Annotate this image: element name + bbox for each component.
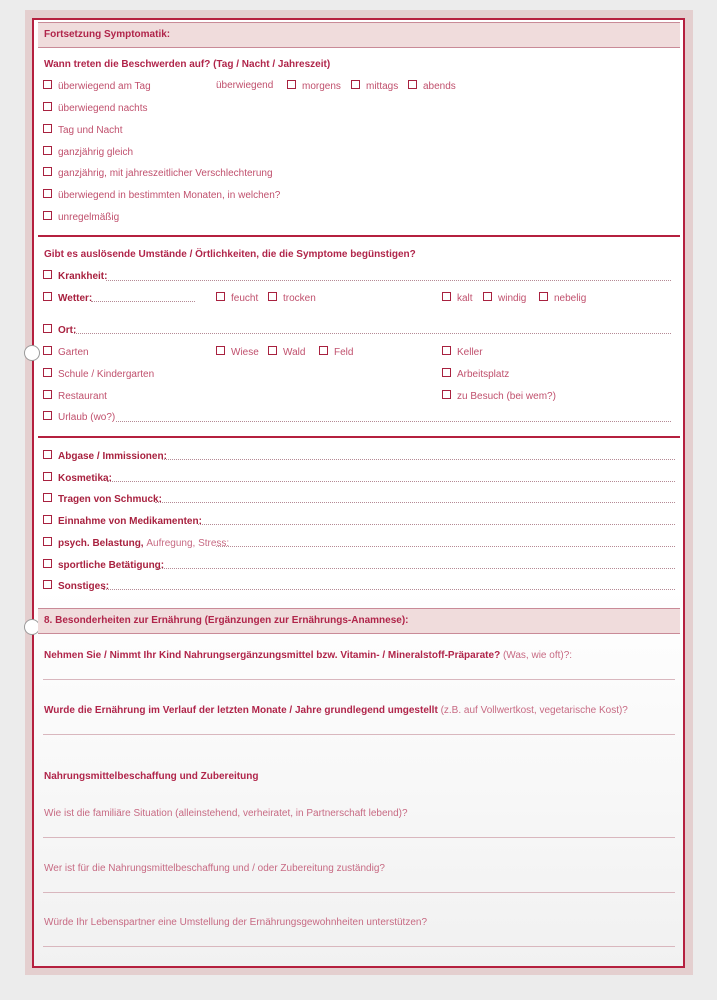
checkbox[interactable] <box>216 346 225 355</box>
checkbox[interactable] <box>43 124 52 133</box>
answer-line[interactable] <box>198 524 675 525</box>
checkbox[interactable] <box>43 146 52 155</box>
checkbox-option[interactable]: unregelmäßig <box>43 211 119 223</box>
checkbox-option[interactable]: Tragen von Schmuck: <box>43 493 162 505</box>
checkbox-option[interactable]: überwiegend nachts <box>43 102 148 114</box>
answer-line[interactable] <box>91 301 195 302</box>
checkbox[interactable] <box>216 292 225 301</box>
checkbox-option[interactable]: Tag und Nacht <box>43 124 123 136</box>
checkbox-option[interactable]: überwiegend in bestimmten Monaten, in welchen? <box>43 189 280 201</box>
answer-line[interactable] <box>74 333 671 334</box>
answer-line[interactable] <box>107 481 675 482</box>
checkbox[interactable] <box>43 102 52 111</box>
checkbox[interactable] <box>351 80 360 89</box>
section-divider <box>38 235 680 237</box>
checkbox[interactable] <box>43 411 52 420</box>
checkbox-option[interactable]: Keller <box>442 346 483 358</box>
checkbox[interactable] <box>43 515 52 524</box>
question-diet-change: Wurde die Ernährung im Verlauf der letzten Monate / Jahre grundlegend umgestellt (z.B. auf Vollwertkost, vegetarische Kost)? <box>44 705 628 716</box>
checkbox-option[interactable]: psych. Belastung, Aufregung, Stress: <box>43 537 229 549</box>
checkbox-option[interactable]: ganzjährig, mit jahreszeitlicher Verschlechterung <box>43 167 273 179</box>
answer-line[interactable] <box>106 280 671 281</box>
checkbox-option[interactable]: Urlaub (wo?) <box>43 411 115 423</box>
answer-line[interactable] <box>43 892 675 893</box>
punch-hole <box>24 345 40 361</box>
answer-line[interactable] <box>103 589 675 590</box>
checkbox[interactable] <box>442 368 451 377</box>
checkbox-option[interactable]: mittags <box>351 80 398 92</box>
checkbox[interactable] <box>442 346 451 355</box>
checkbox-option[interactable]: zu Besuch (bei wem?) <box>442 390 556 402</box>
question-family: Wie ist die familiäre Situation (alleinstehend, verheiratet, in Partnerschaft lebend)? <box>44 808 408 819</box>
checkbox[interactable] <box>43 559 52 568</box>
checkbox[interactable] <box>442 390 451 399</box>
question-triggers: Gibt es auslösende Umstände / Örtlichkeiten, die die Symptome begünstigen? <box>44 249 416 260</box>
checkbox-option[interactable]: Einnahme von Medikamenten: <box>43 515 202 527</box>
checkbox-option[interactable]: Arbeitsplatz <box>442 368 509 380</box>
checkbox-option[interactable]: Feld <box>319 346 353 358</box>
checkbox[interactable] <box>268 346 277 355</box>
checkbox-option[interactable]: sportliche Betätigung: <box>43 559 164 571</box>
checkbox[interactable] <box>43 189 52 198</box>
answer-line[interactable] <box>43 679 675 680</box>
checkbox-option[interactable]: Wetter: <box>43 292 92 304</box>
section-title: 8. Besonderheiten zur Ernährung (Ergänzungen zur Ernährungs-Anamnese): <box>44 615 409 626</box>
sub-label: überwiegend <box>216 80 274 91</box>
checkbox[interactable] <box>43 211 52 220</box>
checkbox[interactable] <box>43 493 52 502</box>
checkbox-option[interactable]: Sonstiges: <box>43 580 109 592</box>
checkbox-option[interactable]: ganzjährig gleich <box>43 146 133 158</box>
question-supplements: Nehmen Sie / Nimmt Ihr Kind Nahrungsergänzungsmittel bzw. Vitamin- / Mineralstoff-Präparate? (Was, wie oft)?: <box>44 650 573 661</box>
checkbox-option[interactable]: abends <box>408 80 456 92</box>
checkbox-option[interactable]: überwiegend am Tag <box>43 80 151 92</box>
checkbox[interactable] <box>483 292 492 301</box>
checkbox[interactable] <box>43 270 52 279</box>
checkbox-option[interactable]: Restaurant <box>43 390 107 402</box>
answer-line[interactable] <box>216 546 675 547</box>
checkbox[interactable] <box>43 80 52 89</box>
checkbox-option[interactable]: Kosmetika: <box>43 472 112 484</box>
checkbox[interactable] <box>287 80 296 89</box>
checkbox[interactable] <box>43 537 52 546</box>
section-divider <box>38 436 680 438</box>
subheading: Nahrungsmittelbeschaffung und Zubereitung <box>44 771 259 782</box>
answer-line[interactable] <box>116 421 671 422</box>
checkbox[interactable] <box>43 368 52 377</box>
checkbox[interactable] <box>268 292 277 301</box>
checkbox-option[interactable]: Krankheit: <box>43 270 107 282</box>
checkbox[interactable] <box>442 292 451 301</box>
checkbox-option[interactable]: Wiese <box>216 346 259 358</box>
checkbox-option[interactable]: Ort: <box>43 324 76 336</box>
checkbox-option[interactable]: kalt <box>442 292 473 304</box>
question-when: Wann treten die Beschwerden auf? (Tag / Nacht / Jahreszeit) <box>44 59 331 70</box>
answer-line[interactable] <box>43 946 675 947</box>
checkbox-option[interactable]: windig <box>483 292 526 304</box>
checkbox-option[interactable]: Schule / Kindergarten <box>43 368 154 380</box>
checkbox[interactable] <box>539 292 548 301</box>
checkbox-option[interactable]: morgens <box>287 80 341 92</box>
answer-line[interactable] <box>162 459 675 460</box>
question-responsibility: Wer ist für die Nahrungsmittelbeschaffung und / oder Zubereitung zuständig? <box>44 863 385 874</box>
checkbox[interactable] <box>43 346 52 355</box>
checkbox[interactable] <box>43 167 52 176</box>
checkbox-option[interactable]: trocken <box>268 292 316 304</box>
checkbox-option[interactable]: Garten <box>43 346 89 358</box>
checkbox-option[interactable]: Wald <box>268 346 305 358</box>
answer-line[interactable] <box>155 502 675 503</box>
checkbox[interactable] <box>43 450 52 459</box>
checkbox[interactable] <box>43 390 52 399</box>
checkbox[interactable] <box>408 80 417 89</box>
checkbox-option[interactable]: nebelig <box>539 292 586 304</box>
checkbox[interactable] <box>43 324 52 333</box>
checkbox[interactable] <box>43 292 52 301</box>
checkbox[interactable] <box>43 580 52 589</box>
checkbox[interactable] <box>319 346 328 355</box>
section-title: Fortsetzung Symptomatik: <box>44 29 171 40</box>
answer-line[interactable] <box>43 837 675 838</box>
checkbox[interactable] <box>43 472 52 481</box>
answer-line[interactable] <box>43 734 675 735</box>
checkbox-option[interactable]: feucht <box>216 292 258 304</box>
question-partner: Würde Ihr Lebenspartner eine Umstellung der Ernährungsgewohnheiten unterstützen? <box>44 917 428 928</box>
checkbox-option[interactable]: Abgase / Immissionen: <box>43 450 167 462</box>
answer-line[interactable] <box>157 568 675 569</box>
